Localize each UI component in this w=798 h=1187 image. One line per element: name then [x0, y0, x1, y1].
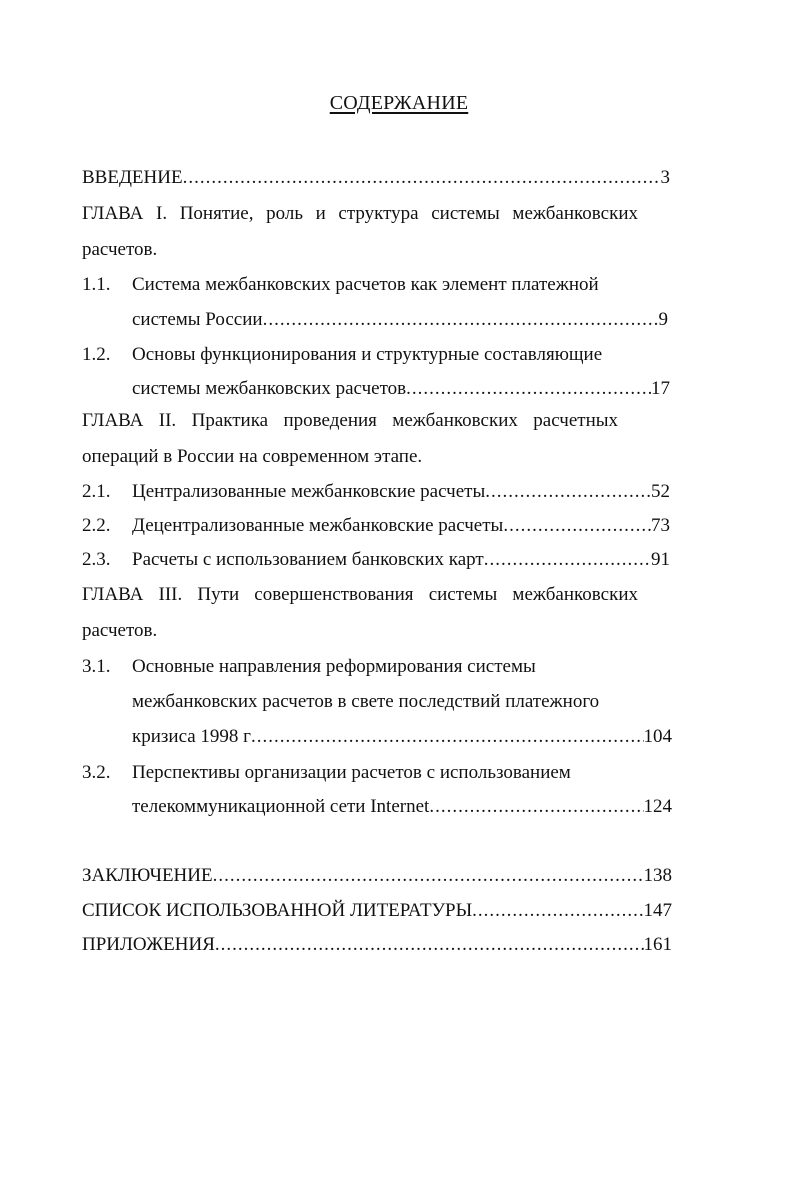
toc-entry-label: Расчеты с использованием банковских карт — [132, 549, 484, 570]
section-number: 2.3. — [82, 549, 111, 570]
chapter-1-heading: ГЛАВА I. Понятие, роль и структура системы межбанковских — [82, 203, 638, 224]
leader-dots — [472, 899, 643, 923]
leader-dots — [484, 548, 651, 572]
leader-dots — [406, 377, 651, 401]
toc-entry-label: кризиса 1998 г — [132, 726, 251, 747]
toc-entry-conclusion — [82, 864, 672, 888]
toc-page-number: 124 — [643, 796, 672, 817]
toc-entry-1-1-line1: Система межбанковских расчетов как элемент платежной — [132, 274, 599, 295]
toc-page-number: 138 — [643, 865, 672, 886]
chapter-2-heading-cont: операций в России на современном этапе. — [82, 446, 423, 467]
toc-entry-3-1-line1: Основные направления реформирования системы — [132, 656, 536, 677]
page-title: СОДЕРЖАНИЕ — [329, 92, 469, 114]
leader-dots — [263, 308, 659, 332]
toc-entry-label: системы России — [132, 309, 263, 330]
section-number: 2.2. — [82, 515, 111, 536]
toc-entry-introduction — [82, 166, 670, 190]
toc-entry-appendix — [82, 933, 672, 957]
toc-entry-label: СПИСОК ИСПОЛЬЗОВАННОЙ ЛИТЕРАТУРЫ — [82, 900, 473, 921]
section-number: 1.2. — [82, 344, 111, 365]
toc-page-number: 91 — [651, 549, 670, 570]
leader-dots — [213, 864, 644, 888]
leader-dots — [183, 166, 661, 190]
toc-entry-bibliography — [82, 899, 672, 923]
toc-entry-1-2 — [132, 377, 670, 401]
toc-entry-label: ПРИЛОЖЕНИЯ — [82, 934, 215, 955]
toc-entry-2-1 — [132, 480, 670, 504]
toc-entry-label: ВВЕДЕНИЕ — [82, 167, 183, 188]
toc-entry-3-2 — [132, 795, 672, 819]
leader-dots — [485, 480, 651, 504]
toc-entry-2-3 — [132, 548, 670, 572]
section-number: 2.1. — [82, 481, 111, 502]
toc-entry-1-1 — [132, 308, 668, 332]
toc-page-number: 147 — [643, 900, 672, 921]
chapter-3-heading-cont: расчетов. — [82, 620, 158, 641]
leader-dots — [251, 725, 644, 749]
toc-entry-3-1-line2: межбанковских расчетов в свете последствий платежного — [132, 691, 600, 712]
toc-entry-label: Централизованные межбанковские расчеты — [132, 481, 486, 502]
toc-entry-label: системы межбанковских расчетов — [132, 378, 407, 399]
toc-page-number: 17 — [651, 378, 670, 399]
chapter-1-heading-cont: расчетов. — [82, 239, 158, 260]
toc-page-number: 3 — [660, 167, 670, 188]
leader-dots — [429, 795, 643, 819]
section-number: 3.1. — [82, 656, 111, 677]
toc-page-number: 52 — [651, 481, 670, 502]
leader-dots — [215, 933, 644, 957]
toc-entry-label: Децентрализованные межбанковские расчеты — [132, 515, 504, 536]
toc-entry-3-2-line1: Перспективы организации расчетов с использованием — [132, 762, 571, 783]
toc-page-number: 73 — [651, 515, 670, 536]
toc-page-number: 104 — [643, 726, 672, 747]
chapter-3-heading: ГЛАВА III. Пути совершенствования системы межбанковских — [82, 584, 638, 605]
section-number: 1.1. — [82, 274, 111, 295]
toc-page-number: 161 — [643, 934, 672, 955]
toc-page-number: 9 — [658, 309, 668, 330]
toc-entry-1-2-line1: Основы функционирования и структурные составляющие — [132, 344, 603, 365]
toc-entry-label: ЗАКЛЮЧЕНИЕ — [82, 865, 213, 886]
toc-entry-2-2 — [132, 514, 670, 538]
section-number: 3.2. — [82, 762, 111, 783]
toc-entry-label: телекоммуникационной сети Internet — [132, 796, 430, 817]
toc-entry-3-1 — [132, 725, 672, 749]
chapter-2-heading: ГЛАВА II. Практика проведения межбанковских расчетных — [82, 410, 618, 431]
leader-dots — [503, 514, 651, 538]
